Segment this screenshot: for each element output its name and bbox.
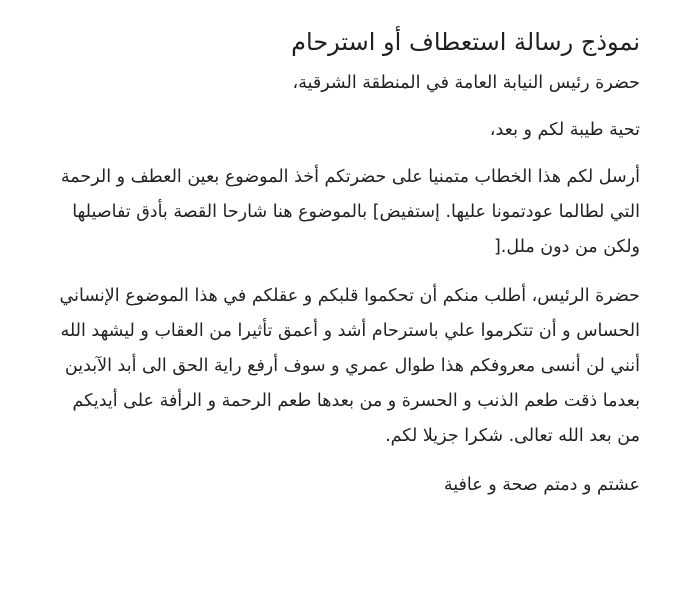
document-title: نموذج رسالة استعطاف أو استرحام — [291, 28, 640, 56]
closing-line: عشتم و دمتم صحة و عافية — [443, 475, 640, 495]
greeting-line: تحية طيبة لكم و بعد، — [489, 120, 640, 140]
letter-document — [40, 22, 640, 517]
body-paragraph-1: أرسل لكم هذا الخطاب متمنيا على حضرتكم أخذ الموضوع بعين العطف و الرحمة التي لطالما عودتمونا عليها. إستفيض] بالموضوع هنا شارحا القصة بأدق تفاصيلها ولكن من دون ملل.[ — [60, 167, 640, 257]
salutation-line: حضرة رئيس النيابة العامة في المنطقة الشرقية، — [292, 73, 640, 93]
body-paragraph-2: حضرة الرئيس، أطلب منكم أن تحكموا قلبكم و عقلكم في هذا الموضوع الإنساني الحساس و أن تتكرموا علي باسترحام أشد و أعمق تأثيرا من العقاب و ليشهد الله أنني لن أنسى معروفكم هذا طوال عمري و سوف أرفع راية الحق الى أبد الآبدين بعدما ذقت طعم الذنب و الحسرة و من بعدها طعم الرحمة و الرأفة على أيديكم من بعد الله تعالى. شكرا جزيلا لكم. — [59, 286, 640, 446]
